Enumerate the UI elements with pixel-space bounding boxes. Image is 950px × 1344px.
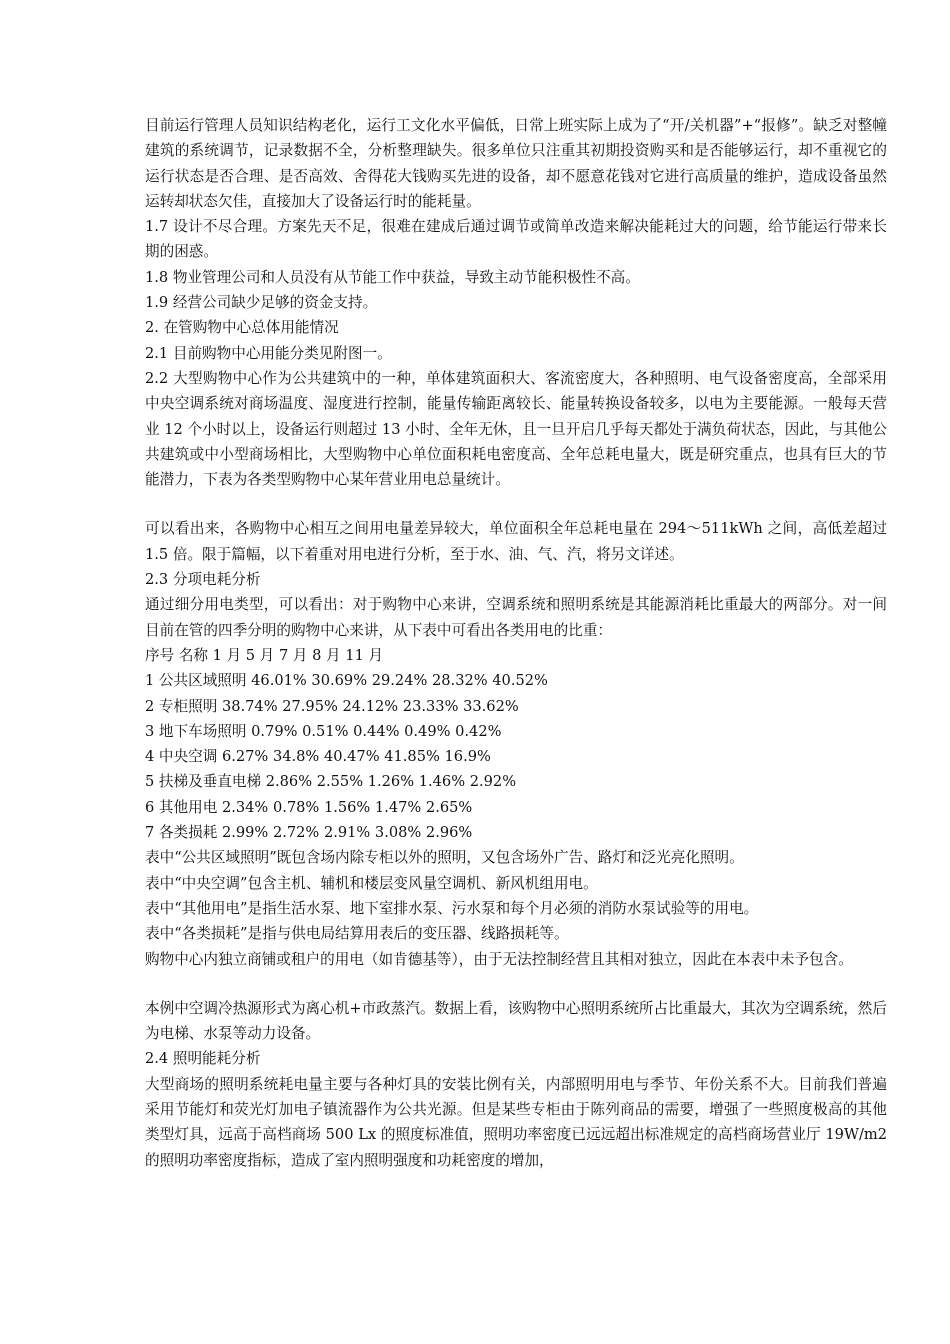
energy-table-row-central-ac: 4 中央空调 6.27% 34.8% 40.47% 41.85% 16.9%	[145, 748, 491, 766]
paragraph-ac-source: 本例中空调冷热源形式为离心机+市政蒸汽。数据上看，该购物中心照明系统所占比重最大，其次为空调系统，然后为电梯、水泵等动力设备。	[145, 999, 887, 1043]
paragraph-consumption-difference: 可以看出来，各购物中心相互之间用电量差异较大，单位面积全年总耗电量在 294～511kWh 之间，高低差超过 1.5 倍。限于篇幅，以下着重对用电进行分析，至于水、油、气、汽，将另文详述。	[145, 520, 887, 563]
section-heading-2-4: 2.4 照明能耗分析	[145, 1050, 261, 1068]
paragraph-2-3-intro: 通过细分用电类型，可以看出：对于购物中心来讲，空调系统和照明系统是其能源消耗比重最大的两部分。对一间目前在管的四季分明的购物中心来讲，从下表中可看出各类用电的比重：	[145, 596, 887, 639]
paragraph-2-1: 2.1 目前购物中心用能分类见附图一。	[145, 344, 392, 362]
document-body	[145, 113, 887, 1173]
section-heading-2-3: 2.3 分项电耗分析	[145, 571, 261, 589]
paragraph-1-7-design: 1.7 设计不尽合理。方案先天不足，很难在建成后通过调节或简单改造来解决能耗过大的问题，给节能运行带来长期的困惑。	[145, 218, 887, 261]
energy-table-row-parking-lighting: 3 地下车场照明 0.79% 0.51% 0.44% 0.49% 0.42%	[145, 722, 502, 740]
paragraph-operation-staff: 目前运行管理人员知识结构老化，运行工文化水平偏低，日常上班实际上成为了“开/关机器”+“报修”。缺乏对整幢建筑的系统调节，记录数据不全，分析整理缺失。很多单位只注重其初期投资购买和是否能够运行，却不重视它的运行状态是否合理、是否高效、舍得花大钱购买先进的设备，却不愿意花钱对它进行高质量的维护，造成设备虽然运转却状态欠佳，直接加大了设备运行时的能耗量。	[145, 117, 887, 210]
energy-table-row-counter-lighting: 2 专柜照明 38.74% 27.95% 24.12% 23.33% 33.62%	[145, 697, 519, 715]
paragraph-2-2: 2.2 大型购物中心作为公共建筑中的一种，单体建筑面积大、客流密度大，各种照明、电气设备密度高，全部采用中央空调系统对商场温度、湿度进行控制，能量传输距离较长、能量转换设备较多，以电为主要能源。一般每天营业 12 个小时以上，设备运行则超过 13 小时、全年无休，且一旦开启几乎每天都处于满负荷状态，因此，与其他公共建筑或中小型商场相比，大型购物中心单位面积耗电密度高、全年总耗电量大，既是研究重点，也具有巨大的节能潜力，下表为各类型购物中心某年营业用电总量统计。	[145, 369, 887, 489]
note-public-lighting: 表中“公共区域照明”既包含场内除专柜以外的照明，又包含场外广告、路灯和泛光亮化照明。	[145, 849, 744, 867]
energy-table-row-public-lighting: 1 公共区域照明 46.01% 30.69% 29.24% 28.32% 40.52%	[145, 672, 548, 690]
note-central-ac: 表中“中央空调”包含主机、辅机和楼层变风量空调机、新风机组用电。	[145, 874, 598, 892]
energy-table-row-elevators: 5 扶梯及垂直电梯 2.86% 2.55% 1.26% 1.46% 2.92%	[145, 773, 517, 791]
energy-table-row-losses: 7 各类损耗 2.99% 2.72% 2.91% 3.08% 2.96%	[145, 824, 473, 842]
paragraph-2-4-lighting: 大型商场的照明系统耗电量主要与各种灯具的安装比例有关，内部照明用电与季节、年份关系不大。目前我们普遍采用节能灯和荧光灯加电子镇流器作为公共光源。但是某些专柜由于陈列商品的需要，增强了一些照度极高的其他类型灯具，远高于高档商场 500 Lx 的照度标准值，照明功率密度已远远超出标准规定的高档商场营业厅 19W/m2 的照明功率密度指标，造成了室内照明强度和功耗密度的增加，	[145, 1075, 887, 1169]
energy-table-header: 序号 名称 1 月 5 月 7 月 8 月 11 月	[145, 646, 384, 664]
note-losses: 表中“各类损耗”是指与供电局结算用表后的变压器、线路损耗等。	[145, 925, 569, 943]
paragraph-1-9-funding: 1.9 经营公司缺少足够的资金支持。	[145, 294, 378, 312]
energy-table-row-other: 6 其他用电 2.34% 0.78% 1.56% 1.47% 2.65%	[145, 798, 473, 816]
note-other-power: 表中“其他用电”是指生活水泵、地下室排水泵、污水泵和每个月必须的消防水泵试验等的用电。	[145, 899, 759, 917]
paragraph-1-8-property: 1.8 物业管理公司和人员没有从节能工作中获益，导致主动节能积极性不高。	[145, 268, 640, 286]
section-heading-2: 2. 在管购物中心总体用能情况	[145, 319, 339, 337]
note-tenants: 购物中心内独立商铺或租户的用电（如肯德基等），由于无法控制经营且其相对独立，因此在本表中未予包含。	[145, 950, 853, 968]
